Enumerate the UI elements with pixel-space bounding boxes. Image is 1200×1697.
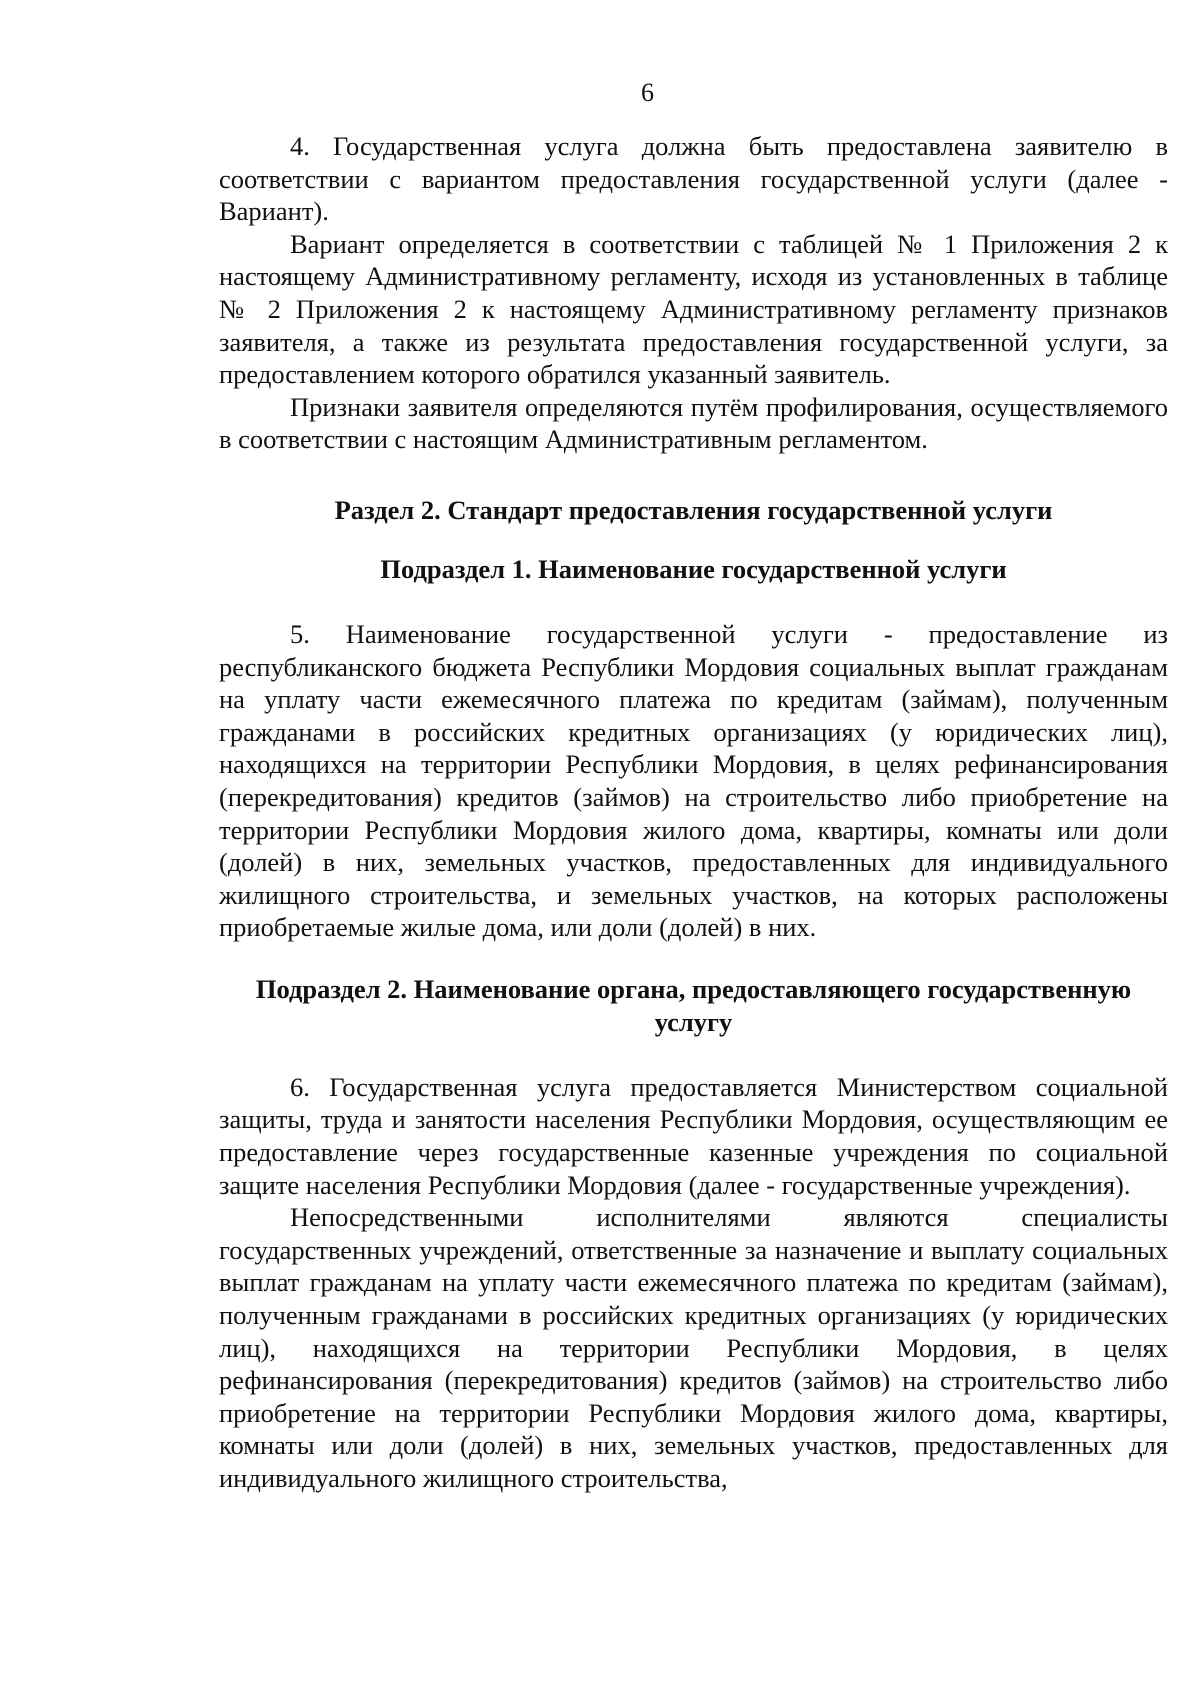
paragraph-service-name: 5. Наименование государственной услуги - предоставление из республиканского бюджета Республики Мордовия социальных выплат гражданам на уплату части ежемесячного платежа по кредитам (займам), полученным гражданами в российских кредитных организациях (у юридических лиц), находящихся на территории Республики Мордовия, в целях рефинансирования (перекредитования) кредитов (займов) на строительство либо приобретение на территории Республики Мордовия жилого дома, квартиры, комнаты или доли (долей) в них, земельных участков, предоставленных для индивидуального жилищного строительства, и земельных участков, на которых расположены приобретаемые жилые дома, или доли (долей) в них.: [219, 618, 1168, 943]
paragraph-variant-definition: Вариант определяется в соответствии с таблицей № 1 Приложения 2 к настоящему Административному регламенту, исходя из установленных в таблице № 2 Приложения 2 к настоящему Административному регламенту признаков заявителя, а также из результата предоставления государственной услуги, за предоставлением которого обратился указанный заявитель.: [219, 228, 1168, 390]
paragraph-variant-requirement: 4. Государственная услуга должна быть предоставлена заявителю в соответствии с вариантом предоставления государственной услуги (далее - Вариант).: [219, 131, 1168, 227]
subsection-1-heading: Подраздел 1. Наименование государственной услуги: [380, 553, 1007, 584]
paragraph-direct-executors: Непосредственными исполнителями являются специалисты государственных учреждений, ответственные за назначение и выплату социальных выплат гражданам на уплату части ежемесячного платежа по кредитам (займам), полученным гражданами в российских кредитных организациях (у юридических лиц), находящихся на территории Республики Мордовия, в целях рефинансирования (перекредитования) кредитов (займов) на строительство либо приобретение на территории Республики Мордовия жилого дома, квартиры, комнаты или доли (долей) в них, земельных участков, предоставленных для индивидуального жилищного строительства,: [219, 1202, 1168, 1493]
document-body: [219, 130, 1168, 1495]
subsection-2-heading: Подраздел 2. Наименование органа, предоставляющего государственную услугу: [255, 973, 1132, 1037]
paragraph-applicant-attributes: Признаки заявителя определяются путём профилирования, осуществляемого в соответствии с настоящим Административным регламентом.: [219, 391, 1168, 455]
paragraph-service-provider: 6. Государственная услуга предоставляется Министерством социальной защиты, труда и занятости населения Республики Мордовия, осуществляющим ее предоставление через государственные казенные учреждения по социальной защите населения Республики Мордовия (далее - государственные учреждения).: [219, 1071, 1168, 1200]
page-number: 6: [641, 78, 654, 107]
section-heading: Раздел 2. Стандарт предоставления государственной услуги: [334, 494, 1053, 525]
